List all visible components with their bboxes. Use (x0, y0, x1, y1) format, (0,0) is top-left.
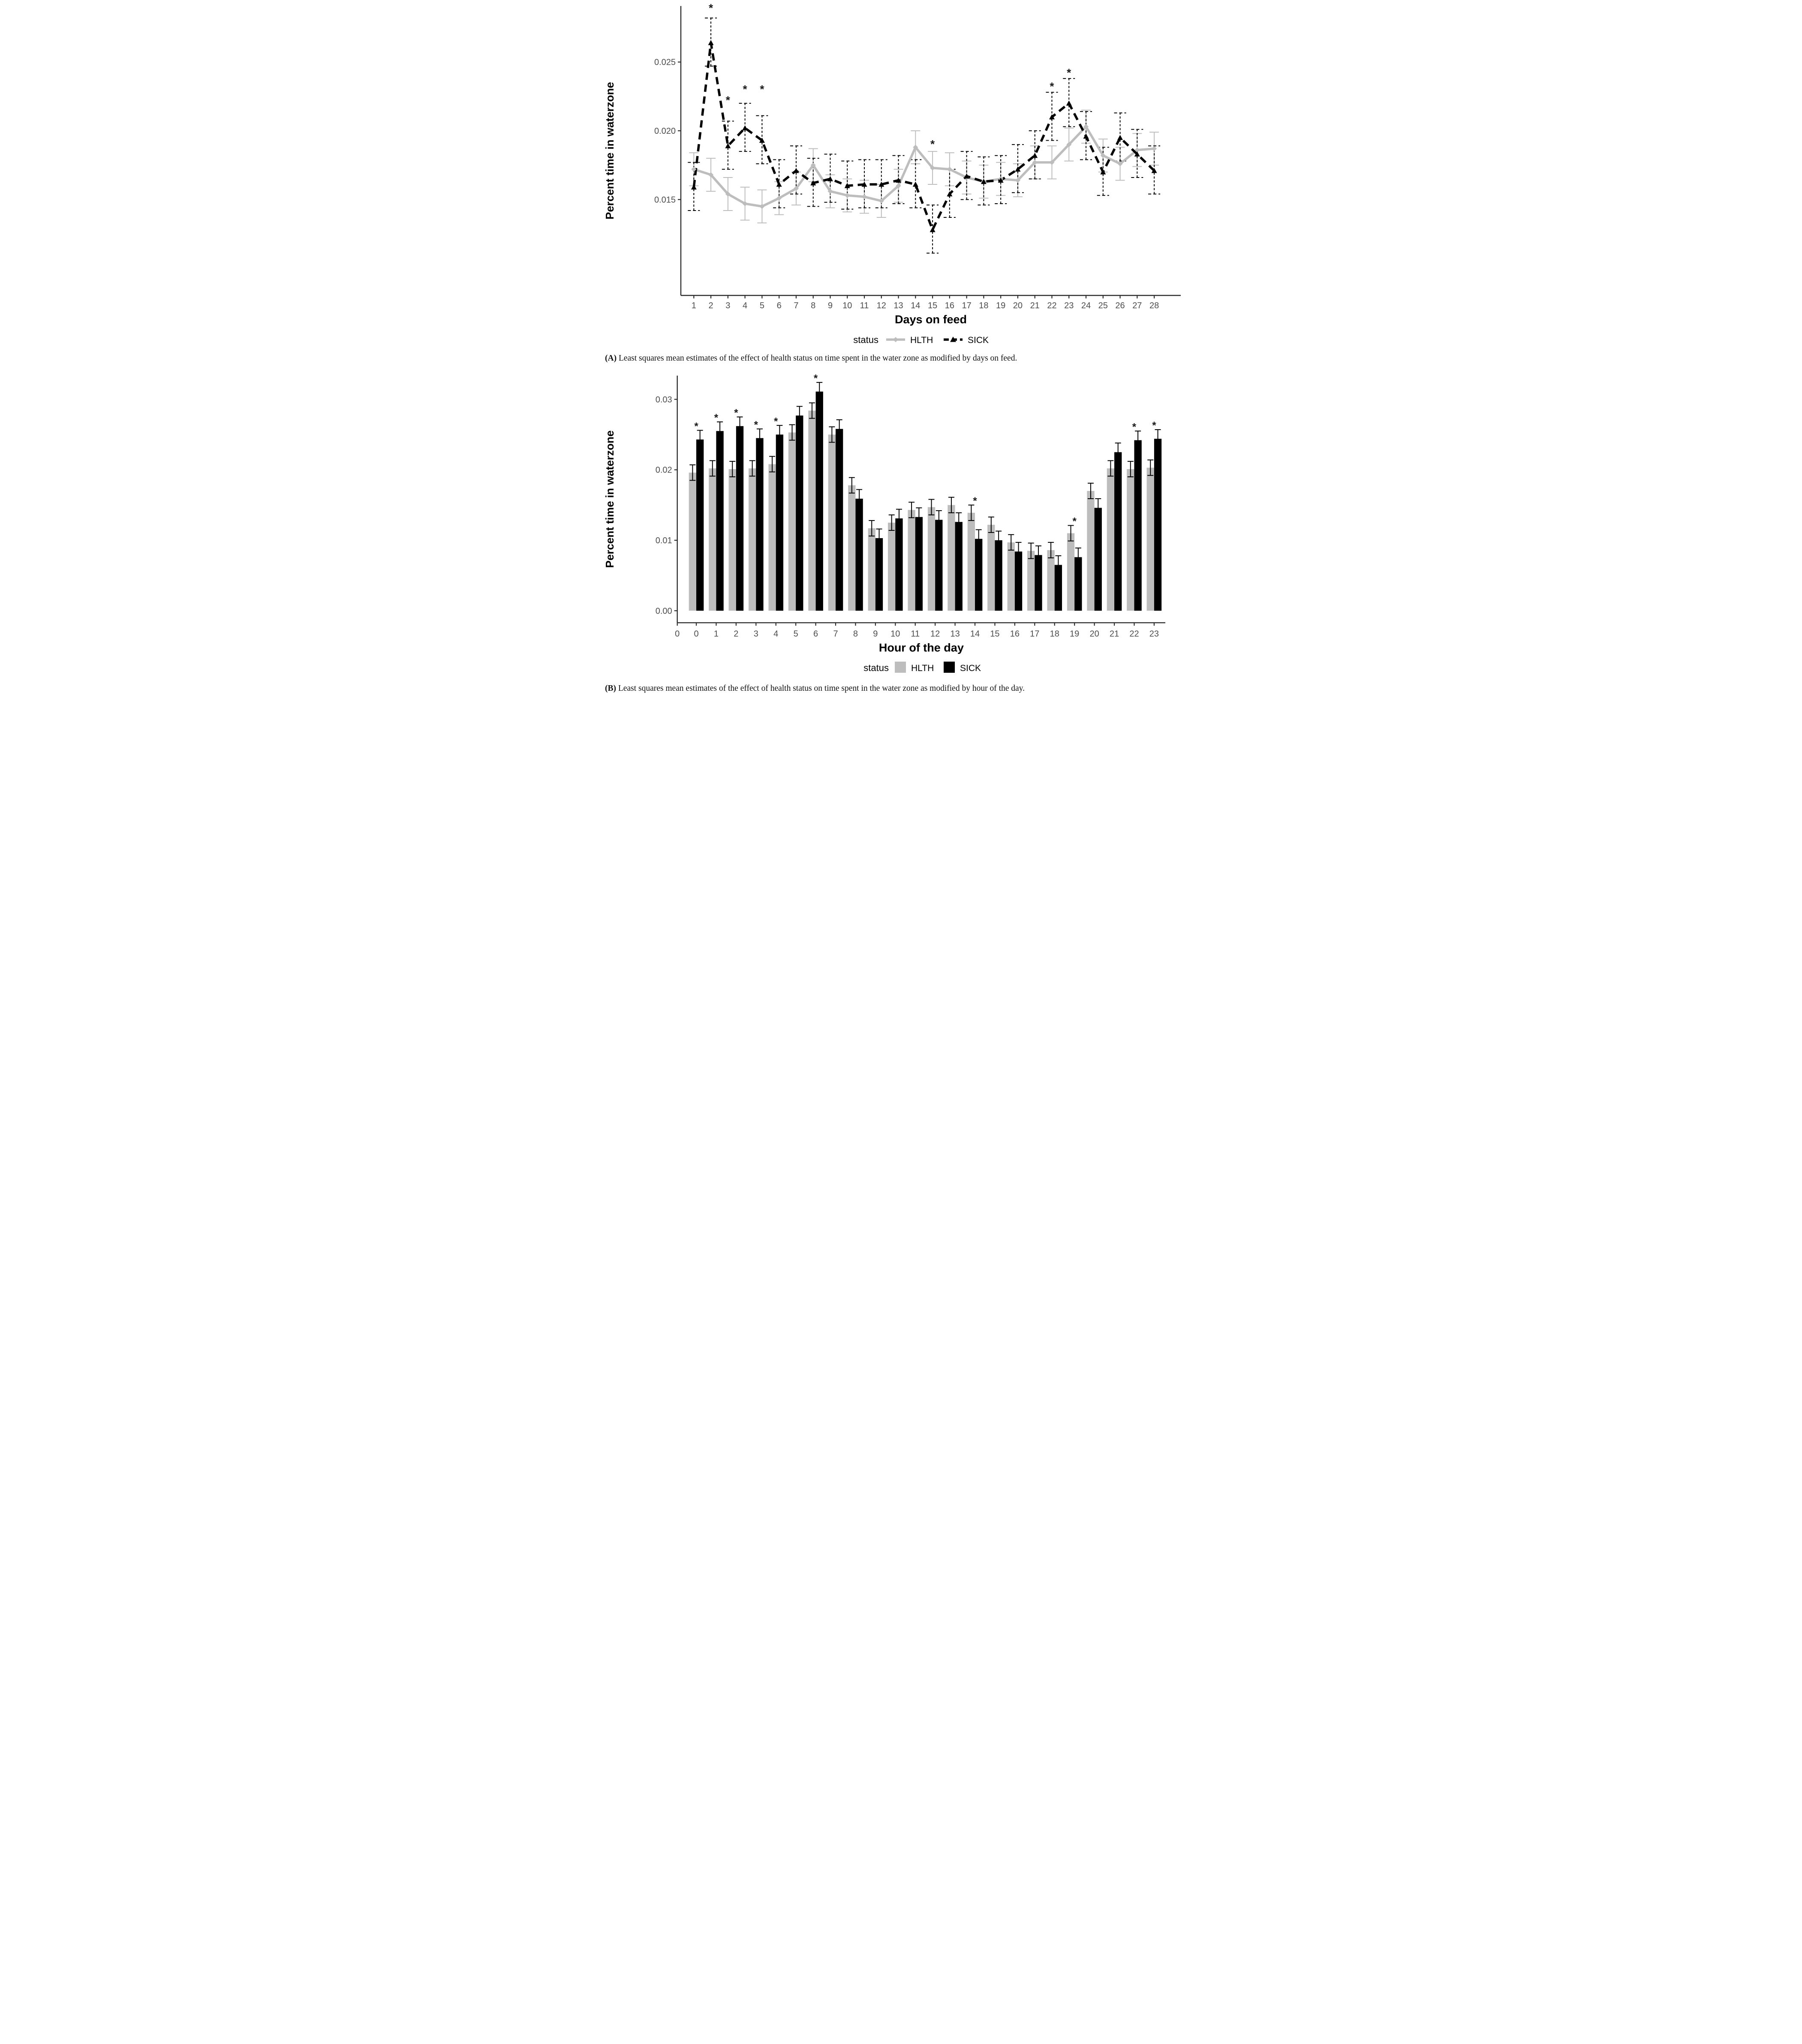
x-tick-label-a: 17 (962, 301, 972, 310)
svg-text:*: * (694, 421, 698, 433)
x-tick-label-a: 5 (759, 301, 764, 310)
x-tick-label-b: 17 (1030, 629, 1040, 639)
legend-label-sick-b: SICK (960, 663, 981, 674)
caption-b-label: (B) (605, 684, 616, 693)
legend-title-a: status (853, 334, 878, 345)
x-tick-label-b: 5 (793, 629, 798, 639)
x-tick-label-a: 11 (860, 301, 869, 310)
caption-b-text: Least squares mean estimates of the effect of health status on time spent in the water zone as modified by hour of the day. (618, 684, 1025, 693)
y-tick-label-a: 0.015 (654, 195, 676, 205)
x-tick-label-a: 28 (1149, 301, 1159, 310)
x-tick-label-b: 18 (1050, 629, 1059, 639)
legend-key-hlth-line (893, 337, 898, 342)
chart-a-root (603, 3, 1181, 345)
y-axis-title-b: Percent time in waterzone (603, 430, 616, 568)
x-tick-label-b: 7 (833, 629, 838, 639)
legend-key-sick-swatch (944, 662, 955, 673)
svg-text:*: * (1132, 421, 1137, 433)
error-bars-sick-a (688, 18, 1160, 253)
x-tick-label-a: 14 (911, 301, 921, 310)
y-tick-label-b: 0.02 (655, 466, 672, 476)
caption-a (605, 353, 1197, 364)
x-tick-label-b: 1 (713, 629, 719, 639)
svg-text:*: * (813, 373, 818, 385)
svg-text:*: * (714, 412, 719, 424)
x-tick-label-a: 25 (1098, 301, 1108, 310)
x-tick-label-b: 20 (1089, 629, 1099, 639)
x-tick-label-a: 13 (893, 301, 903, 310)
x-tick-label-b: 4 (773, 629, 779, 639)
x-tick-label-b: 13 (950, 629, 960, 639)
panel-a (601, 3, 1201, 364)
svg-text:*: * (725, 93, 730, 107)
markers-sick-a (691, 40, 1157, 232)
legend-label-sick-a: SICK (968, 335, 989, 345)
x-tick-label-a: 20 (1013, 301, 1023, 310)
chart-b-root (603, 373, 1165, 673)
legend-key-hlth-swatch (895, 662, 906, 673)
svg-text:*: * (743, 82, 747, 96)
y-tick-label-a: 0.025 (654, 57, 676, 67)
svg-text:*: * (930, 138, 935, 151)
x-tick-label-a: 4 (743, 301, 748, 310)
legend-title-b: status (863, 662, 889, 674)
svg-text:*: * (1152, 420, 1156, 432)
chart-a-line-plot (601, 3, 1201, 351)
x-tick-label-b: 10 (890, 629, 900, 639)
origin-tick-label-b: 0 (675, 629, 680, 639)
legend-label-hlth-a: HLTH (910, 335, 933, 345)
x-tick-label-b: 21 (1109, 629, 1119, 639)
x-tick-label-a: 10 (842, 301, 852, 310)
x-tick-label-a: 2 (708, 301, 713, 310)
x-tick-label-b: 6 (813, 629, 818, 639)
legend-a (853, 334, 989, 345)
svg-text:*: * (760, 82, 764, 96)
x-tick-label-b: 14 (970, 629, 980, 639)
x-tick-label-b: 12 (930, 629, 940, 639)
x-tick-label-b: 8 (853, 629, 858, 639)
x-tick-label-b: 22 (1129, 629, 1139, 639)
x-tick-label-a: 8 (811, 301, 816, 310)
svg-text:*: * (754, 419, 758, 431)
x-tick-label-a: 9 (827, 301, 833, 310)
x-axis-title-b: Hour of the day (878, 641, 964, 654)
legend-label-hlth-b: HLTH (911, 663, 934, 674)
svg-text:*: * (973, 495, 977, 507)
svg-text:*: * (709, 3, 713, 15)
caption-a-text: Least squares mean estimates of the effect of health status on time spent in the water zone as modified by days on feed. (618, 354, 1017, 363)
x-tick-label-a: 21 (1030, 301, 1040, 310)
y-tick-label-b: 0.00 (655, 606, 672, 616)
svg-text:*: * (1050, 80, 1054, 93)
caption-a-label: (A) (605, 354, 617, 363)
x-tick-label-a: 3 (725, 301, 731, 310)
svg-text:*: * (774, 415, 778, 427)
y-tick-label-b: 0.01 (655, 536, 672, 546)
y-tick-label-b: 0.03 (655, 395, 672, 405)
x-tick-label-b: 23 (1149, 629, 1159, 639)
x-tick-label-a: 15 (927, 301, 938, 310)
x-tick-label-a: 19 (996, 301, 1006, 310)
x-tick-label-b: 15 (990, 629, 1000, 639)
x-tick-label-a: 23 (1064, 301, 1074, 310)
svg-text:*: * (1072, 515, 1077, 527)
x-tick-label-b: 9 (873, 629, 878, 639)
x-tick-label-b: 2 (734, 629, 739, 639)
x-tick-label-a: 1 (691, 301, 696, 310)
panel-b (601, 371, 1201, 694)
x-tick-label-a: 16 (945, 301, 954, 310)
x-tick-label-b: 0 (694, 629, 699, 639)
figure-page (601, 0, 1201, 710)
x-tick-label-a: 6 (776, 301, 782, 310)
x-tick-label-b: 11 (911, 629, 920, 639)
x-axis-title-a: Days on feed (894, 313, 967, 326)
x-tick-label-b: 3 (753, 629, 758, 639)
x-tick-label-a: 24 (1081, 301, 1091, 310)
x-tick-label-a: 26 (1115, 301, 1125, 310)
legend-b (863, 662, 981, 673)
svg-text:*: * (734, 407, 738, 419)
x-tick-label-a: 18 (979, 301, 989, 310)
x-tick-label-b: 19 (1070, 629, 1080, 639)
x-tick-label-b: 16 (1010, 629, 1020, 639)
x-tick-label-a: 22 (1047, 301, 1057, 310)
axes-a (654, 6, 1181, 310)
x-tick-label-a: 27 (1132, 301, 1142, 310)
y-axis-title-a: Percent time in waterzone (603, 82, 616, 220)
y-tick-label-a: 0.020 (654, 126, 676, 136)
x-tick-label-a: 7 (794, 301, 799, 310)
chart-b-bar-plot (601, 371, 1201, 681)
x-tick-label-a: 12 (876, 301, 886, 310)
significance-markers-a (709, 3, 1071, 151)
caption-b (605, 683, 1197, 694)
svg-text:*: * (1067, 66, 1071, 79)
